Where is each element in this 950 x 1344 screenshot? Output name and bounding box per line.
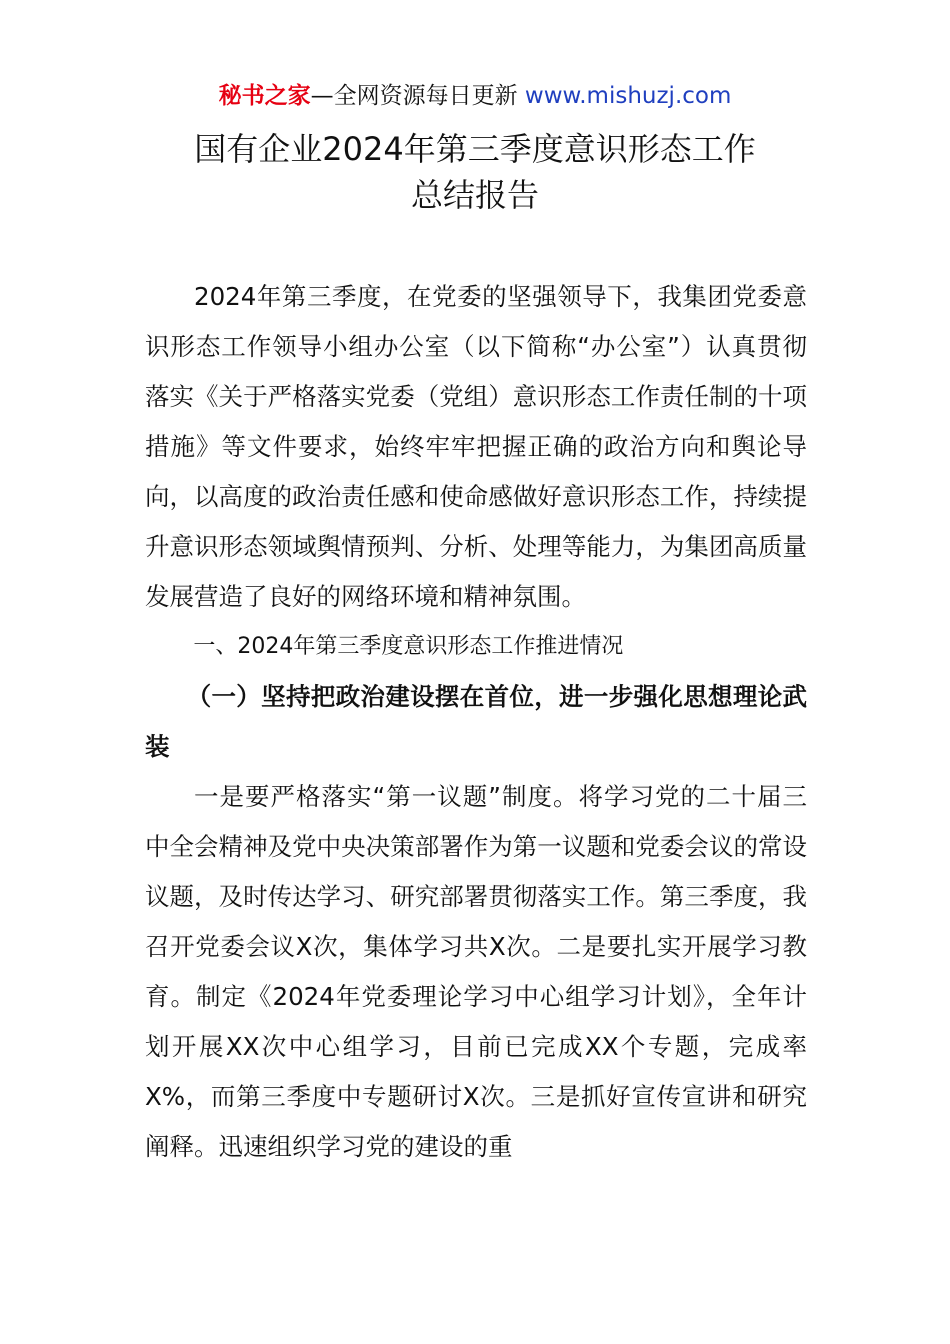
section-1-heading: 一、2024年第三季度意识形态工作推进情况 [193,634,624,659]
site-name: 秘书之家 [218,83,311,109]
subsection-1-heading: （一）坚持把政治建设摆在首位，进一步强化思想理论武装 [145,682,807,761]
intro-paragraph: 2024年第三季度，在党委的坚强领导下，我集团党委意识形态工作领导小组办公室（以下简称“办公室”）认真贯彻落实《关于严格落实党委（党组）意识形态工作责任制的十项措施》等文件要求，始终牢牢把握正确的政治方向和舆论导向，以高度的政治责任感和使命感做好意识形态工作，持续提升意识形态领域舆情预判、分析、处理等能力，为集团高质量发展营造了良好的网络环境和精神氛围。 [145,282,807,611]
body-paragraph-1: 一是要严格落实“第一议题”制度。将学习党的二十届三中全会精神及党中央决策部署作为第一议题和党委会议的常设议题，及时传达学习、研究部署贯彻落实工作。第三季度，我召开党委会议X次，集体学习共X次。二是要扎实开展学习教育。制定《2024年党委理论学习中心组学习计划》，全年计划开展XX次中心组学习，目前已完成XX个专题，完成率X%，而第三季度中专题研讨X次。三是抓好宣传宣讲和研究阐释。迅速组织学习党的建设的重 [145,782,807,1161]
document-title-line-1: 国有企业2024年第三季度意识形态工作 [194,130,756,168]
document-body [145,272,807,1172]
site-slogan: —全网资源每日更新 [310,83,525,109]
document-title [0,126,950,218]
document-title-line-2: 总结报告 [410,176,539,214]
site-banner [0,80,950,112]
site-url-link[interactable]: www.mishuzj.com [524,83,732,109]
